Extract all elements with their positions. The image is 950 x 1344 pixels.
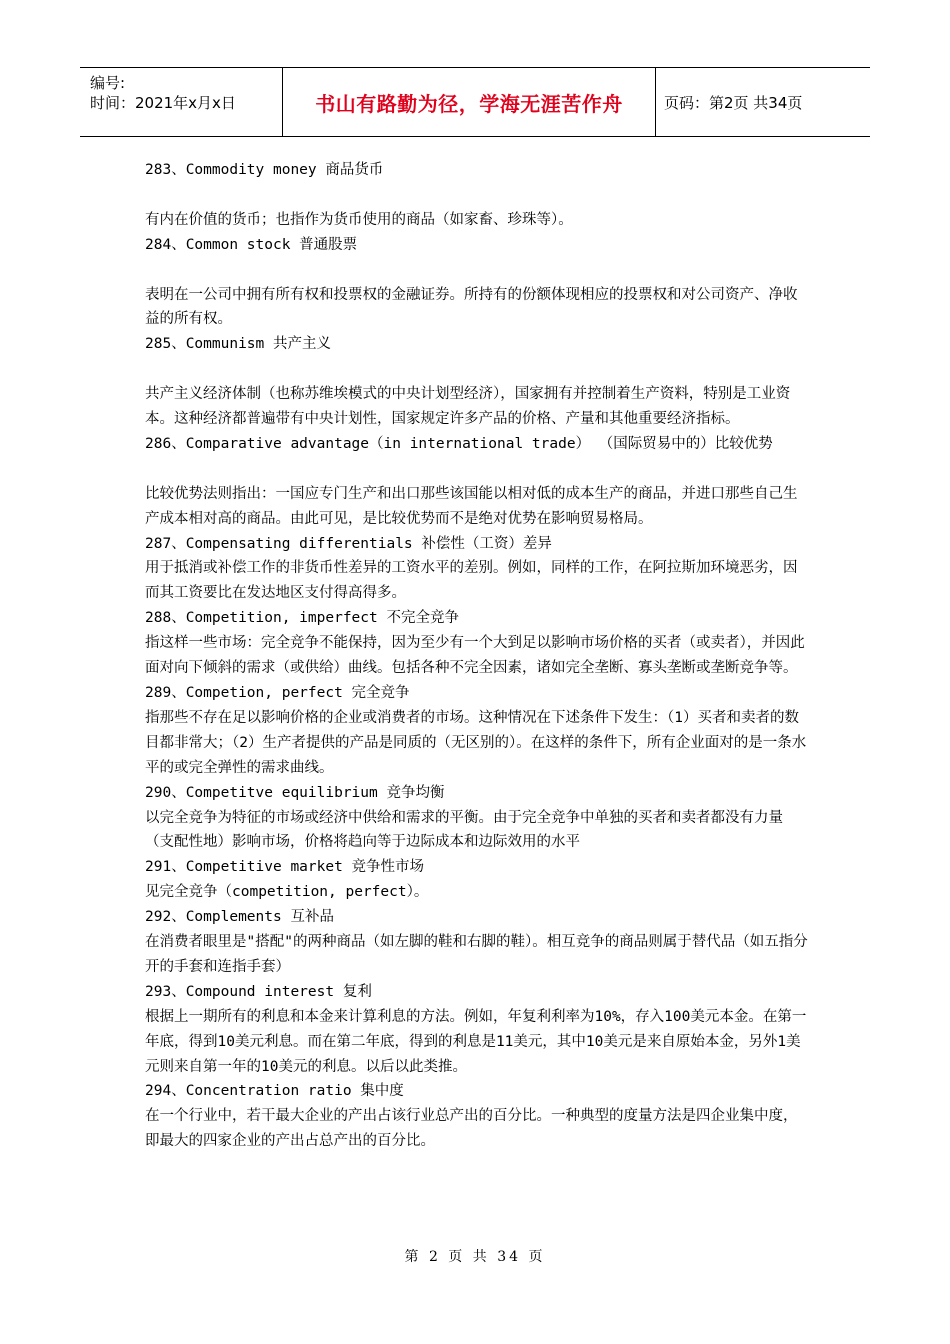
glossary-entry xyxy=(145,332,810,432)
glossary-entry xyxy=(145,606,810,681)
entry-description: 指那些不存在足以影响价格的企业或消费者的市场。这种情况在下述条件下发生：（1）买者和卖者的数目都非常大；（2）生产者提供的产品是同质的（无区别的）。在这样的条件下，所有企业面对的是一条水平的或完全弹性的需求曲线。 xyxy=(145,709,807,776)
entry-description: 共产主义经济体制（也称苏维埃模式的中央计划型经济），国家拥有并控制着生产资料，特别是工业资本。这种经济都普遍带有中央计划性，国家规定许多产品的价格、产量和其他重要经济指标。 xyxy=(145,386,791,428)
entry-spacer xyxy=(145,258,810,283)
entry-term: 286、Comparative advantage（in international trade） （国际贸易中的）比较优势 xyxy=(145,435,773,452)
entry-description: 见完全竞争（competition, perfect）。 xyxy=(145,884,429,901)
header-right-cell xyxy=(656,68,870,136)
glossary-entry xyxy=(145,855,810,905)
glossary-entry xyxy=(145,432,810,532)
glossary-entry xyxy=(145,1079,810,1154)
entry-description: 在消费者眼里是"搭配"的两种商品（如左脚的鞋和右脚的鞋）。相互竞争的商品则属于替代品（如五指分开的手套和连指手套） xyxy=(145,934,808,975)
time-label: 时间：2021年x月x日 xyxy=(90,94,236,112)
entry-term: 289、Competion, perfect 完全竞争 xyxy=(145,684,410,701)
page-header xyxy=(80,67,870,137)
glossary-entry xyxy=(145,681,810,781)
entry-description: 根据上一期所有的利息和本金来计算利息的方法。例如，年复利利率为10%，存入100美元本金。在第一年底，得到10美元利息。而在第二年底，得到的利息是11美元，其中10美元是来自原始本金，另外1美元则来自第一年的10美元的利息。以后以此类推。 xyxy=(145,1008,807,1075)
motto-text: 书山有路勤为径，学海无涯苦作舟 xyxy=(315,91,623,116)
glossary-entry xyxy=(145,905,810,980)
entry-term: 285、Communism 共产主义 xyxy=(145,336,331,353)
page-info: 页码：第2页 共34页 xyxy=(664,93,803,112)
page-footer: 第 2 页 共 34 页 xyxy=(404,1249,546,1265)
glossary-entry xyxy=(145,158,810,233)
header-left-cell xyxy=(80,68,283,136)
entry-description: 以完全竞争为特征的市场或经济中供给和需求的平衡。由于完全竞争中单独的买者和卖者都没有力量（支配性地）影响市场，价格将趋向等于边际成本和边际效用的水平 xyxy=(145,809,783,851)
entry-description: 表明在一公司中拥有所有权和投票权的金融证券。所持有的份额体现相应的投票权和对公司资产、净收益的所有权。 xyxy=(145,286,798,328)
entry-description: 用于抵消或补偿工作的非货币性差异的工资水平的差别。例如，同样的工作，在阿拉斯加环境恶劣，因而其工资要比在发达地区支付得高得多。 xyxy=(145,560,798,602)
entry-spacer xyxy=(145,457,810,482)
entry-description: 有内在价值的货币；也指作为货币使用的商品（如家畜、珍珠等）。 xyxy=(145,211,573,228)
entry-term: 290、Competitve equilibrium 竞争均衡 xyxy=(145,784,445,801)
number-label: 编号: xyxy=(90,74,126,92)
entry-term: 292、Complements 互补品 xyxy=(145,909,334,926)
glossary-entry xyxy=(145,233,810,333)
document-body xyxy=(145,158,810,1154)
glossary-entry xyxy=(145,781,810,856)
entry-term: 284、Common stock 普通股票 xyxy=(145,236,358,253)
entry-description: 指这样一些市场：完全竞争不能保持，因为至少有一个大到足以影响市场价格的买者（或卖者），并因此面对向下倾斜的需求（或供给）曲线。包括各种不完全因素，诸如完全垄断、寡头垄断或垄断竞争等。 xyxy=(145,635,805,677)
entry-term: 291、Competitive market 竞争性市场 xyxy=(145,859,425,876)
entry-term: 283、Commodity money 商品货币 xyxy=(145,162,384,178)
entry-term: 294、Concentration ratio 集中度 xyxy=(145,1083,404,1100)
entry-description: 比较优势法则指出：一国应专门生产和出口那些该国能以相对低的成本生产的商品，并进口那些自己生产成本相对高的商品。由此可见，是比较优势而不是绝对优势在影响贸易格局。 xyxy=(145,485,798,527)
header-motto-cell xyxy=(283,68,656,136)
entry-spacer xyxy=(145,357,810,382)
entry-spacer xyxy=(145,183,810,208)
entry-description: 在一个行业中，若干最大企业的产出占该行业总产出的百分比。一种典型的度量方法是四企业集中度，即最大的四家企业的产出占总产出的百分比。 xyxy=(145,1108,798,1150)
glossary-entry xyxy=(145,532,810,607)
entry-term: 288、Competition, imperfect 不完全竞争 xyxy=(145,610,459,627)
glossary-entry xyxy=(145,980,810,1080)
entry-term: 293、Compound interest 复利 xyxy=(145,983,372,1000)
entry-term: 287、Compensating differentials 补偿性（工资）差异 xyxy=(145,535,552,552)
